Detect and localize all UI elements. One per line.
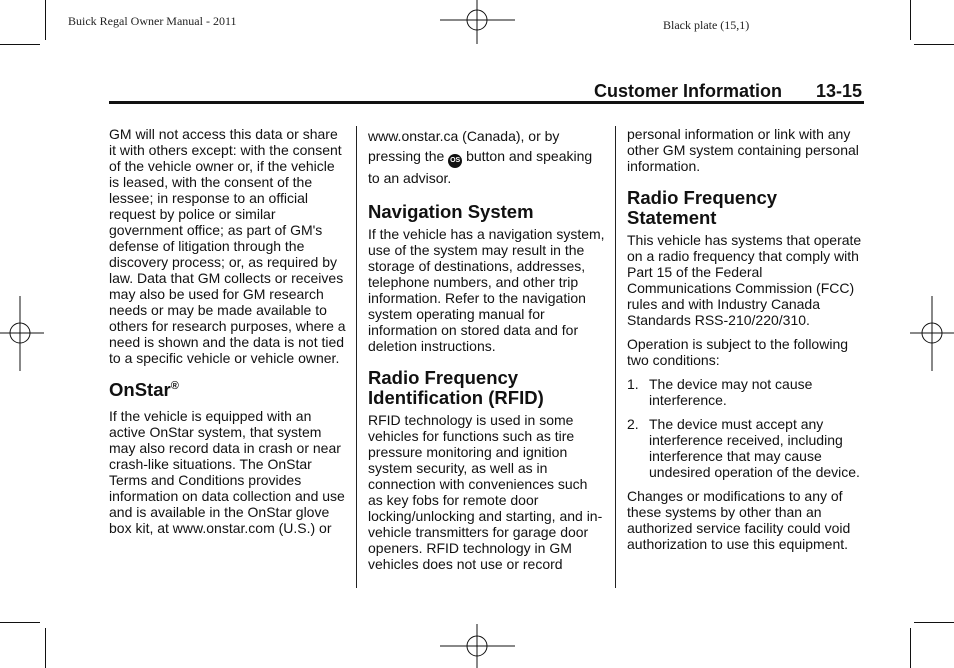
header-rule: [109, 101, 864, 104]
registered-mark: ®: [170, 380, 179, 392]
registration-mark-right: [910, 296, 954, 371]
registration-mark-bottom: [440, 624, 515, 668]
heading-text: OnStar: [109, 379, 171, 400]
onstar-button-icon: OS: [448, 154, 462, 168]
registration-mark-top: [440, 0, 515, 44]
paragraph: Operation is subject to the following two conditions:: [627, 336, 849, 368]
list-text: The device may not cause interference.: [649, 376, 813, 408]
page-number: 13-15: [816, 81, 863, 101]
list-number: 2.: [627, 416, 639, 432]
paragraph: GM will not access this data or share it with others except: with the consent of the vehicle owner or, if the vehicle is leased, with the consent of the lessee; in response to an official request by police or similar government office; as part of GM's defense of litigation through the discovery process; or, as required by law. Data that GM collects or receives may also be used for GM research needs or may be made available to others for research purposes, where a need is shown and the data is not tied to a specific vehicle or vehicle owner.: [109, 126, 346, 366]
column-divider: [356, 126, 357, 588]
heading-navigation: Navigation System: [368, 201, 534, 222]
paragraph: RFID technology is used in some vehicles for functions such as tire pressure monitoring and ignition system security, as well as in connection with conveniences such as key fobs for remote door locking/unlocking and starting, and in-vehicle transmitters for garage door openers. RFID technology in GM vehicles does not use or record: [368, 412, 603, 572]
paragraph: [368, 126, 606, 188]
column-divider: [615, 126, 616, 588]
list-item: [627, 376, 867, 408]
list-number: 1.: [627, 376, 639, 392]
paragraph: If the vehicle is equipped with an active OnStar system, that system may also record data in crash or near crash-like situations. The OnStar Terms and Conditions provides information on data collection and use and is available in the OnStar glove box kit, at www.onstar.com (U.S.) or: [109, 408, 345, 536]
column-2: [368, 126, 606, 580]
registration-mark-left: [0, 296, 44, 371]
heading-radio-frequency: Radio Frequency Statement: [627, 187, 778, 228]
paragraph: personal information or link with any other GM system containing personal information.: [627, 126, 859, 174]
paragraph: Changes or modifications to any of these systems by other than an authorized service facility could void authorization to use this equipment.: [627, 488, 851, 552]
paragraph: If the vehicle has a navigation system, use of the system may result in the storage of destinations, addresses, telephone numbers, and other trip information. Refer to the navigation system operating manual for information on stored data and for deletion instructions.: [368, 226, 605, 354]
list-text: The device must accept any interference received, including interference that may cause undesired operation of the device.: [649, 416, 860, 480]
paragraph-text: www.onstar.ca (Canada), or by pressing the: [368, 128, 560, 164]
list-item: [627, 416, 867, 480]
column-3: [627, 126, 867, 560]
section-title: Customer Information: [594, 81, 783, 101]
plate-label: Black plate (15,1): [663, 18, 750, 32]
conditions-list: [627, 376, 867, 480]
column-1: [109, 126, 347, 544]
heading-rfid: Radio Frequency Identification (RFID): [368, 367, 544, 408]
paragraph: This vehicle has systems that operate on a radio frequency that comply with Part 15 of the Federal Communications Commission (FCC) rules and with Industry Canada Standards RSS-210/220/310.: [627, 232, 862, 328]
manual-title: Buick Regal Owner Manual - 2011: [68, 14, 237, 28]
heading-onstar: [109, 380, 347, 400]
paragraph-text: button and speaking to an advisor.: [368, 148, 593, 186]
